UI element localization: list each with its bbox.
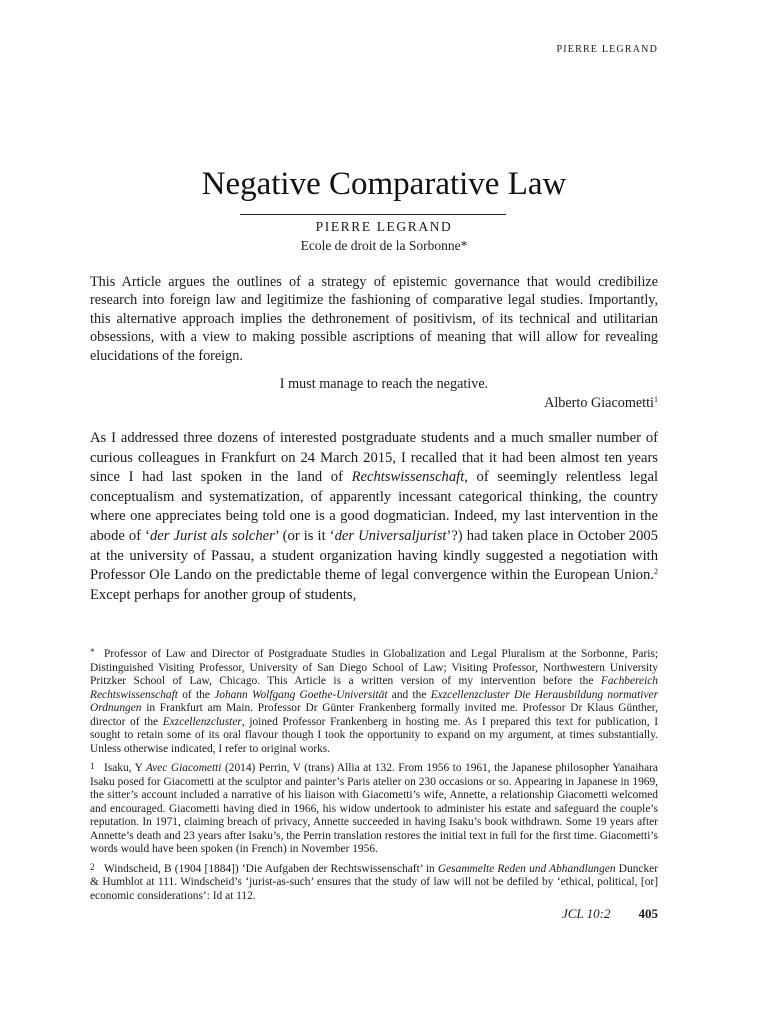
footnote-text: (2014) Perrin, V (trans) Allia at 132. From 1956 to 1961, the Japanese philosopher Yanaihara Isaku posed for Giacometti at the sculptor and painter’s Paris atelier on 230 occasions or so. Appearing in Japanese in 1969, the sitter’s account included a narrative of his liaison with Giacometti’s wife, Annette, a relationship Giacometti welcomed and encouraged. Giacometti having died in 1966, his widow undertook to administer his estate and safeguard the couple’s reputation. In 1971, claiming breach of privacy, Annette succeeded in having Isaku’s book withdrawn. Some 19 years after Annette’s death and 23 years after Isaku’s, the Perrin translation restores the initial text in full for the first time. Giacometti’s words would have been spoken (in French) in November 1956. bbox=[90, 762, 658, 855]
body-paragraph bbox=[90, 429, 658, 605]
footnote-text: Duncker & Humblot at 111. Windscheid’s ‘jurist-as-such’ ensures that the study of law will not be defiled by ‘ethical, political, [or] economic considerations’: Id at 112. bbox=[90, 862, 658, 902]
body-text: Except perhaps for another group of students, bbox=[90, 586, 357, 603]
footnote-ref-1[interactable]: 1 bbox=[654, 395, 658, 404]
author-name: PIERRE LEGRAND bbox=[315, 219, 453, 234]
footnote-italic: Avec Giacometti bbox=[145, 762, 222, 774]
journal-citation: JCL 10:2 bbox=[561, 906, 611, 921]
footnote-text: and the bbox=[387, 688, 431, 701]
title-divider bbox=[240, 214, 506, 215]
body-text: ’ (or is it ‘ bbox=[274, 527, 335, 544]
body-text: , of seemingly relentless legal conceptualism and systematization, of apparently incessant categorical thinking, the country where one appreciates being told one is a good dogmatician. Indeed, my last intervention in the abode of ‘ bbox=[90, 469, 659, 544]
footnote-2: 2 Windscheid, B (1904 [1884]) ‘Die Aufgaben der Rechtswissenschaft’ in Gesammelte Reden und Abhandlungen Duncker & Humblot at 111. Windscheid’s ‘jurist-as-such’ ensures that the study of law will not be defiled by ‘ethical, political, [or] economic considerations’: Id at 112. bbox=[90, 861, 658, 902]
abstract: This Article argues the outlines of a strategy of epistemic governance that would credibilize research into foreign law and legitimize the fashioning of comparative legal studies. Importantly, this alternative approach implies the dethronement of positivism, of its technical and utilitarian obsessions, with a view to making possible ascriptions of meaning that will allow for revealing elucidations of the foreign. bbox=[90, 274, 658, 364]
footnote-text: in Frankfurt am Main. Professor Dr Günter Frankenberg formally invited me. Professor Dr Klaus Günther, director of the bbox=[90, 702, 658, 728]
body-italic: der Jurist als solcher bbox=[149, 527, 275, 544]
page-footer bbox=[562, 906, 658, 922]
body-italic: der Universaljurist bbox=[334, 527, 447, 544]
epigraph-author-name: Alberto Giacometti bbox=[544, 395, 654, 411]
footnote-text: , joined Professor Frankenberg in hosting me. As I prepared this text for publication, I sought to retain some of its oral flavour though I took the opportunity to expand on my argument, at times substantially. Unless otherwise indicated, I refer to original works. bbox=[90, 715, 659, 755]
footnote-text: Professor of Law and Director of Postgraduate Studies in Globalization and Legal Pluralism at the Sorbonne, Paris; Distinguished Visiting Professor, University of San Diego School of Law; Visiting Professor, Northwestern University Pritzker School of Law, Chicago. This Article is a written version of my intervention before the bbox=[90, 648, 658, 687]
footnote-ref-2[interactable]: 2 bbox=[654, 567, 658, 577]
footnote-italic: Fachbereich Rechtswissenschaft bbox=[90, 675, 658, 701]
footnote-italic: Johann Wolfgang Goethe-Universität bbox=[214, 688, 388, 701]
footnote-1: 1 Isaku, Y Avec Giacometti (2014) Perrin, V (trans) Allia at 132. From 1956 to 1961, the Japanese philosopher Yanaihara Isaku posed for Giacometti at the sculptor and painter’s Paris atelier on 230 occasions or so. Appearing in Japanese in 1969, the sitter’s account included a narrative of his liaison with Giacometti’s wife, Annette, a relationship Giacometti welcomed and encouraged. Giacometti having died in 1966, his widow undertook to administer his estate and safeguard the couple’s reputation. In 1971, claiming breach of privacy, Annette succeeded in having Isaku’s book withdrawn. Some 19 years after Annette’s death and 23 years after Isaku’s, the Perrin translation restores the initial text in full for the first time. Giacometti’s words would have been spoken (in French) in November 1956. bbox=[90, 761, 658, 855]
body-text: As I addressed three dozens of interested postgraduate students and a much smaller number of curious colleagues in Frankfurt on 24 March 2015, I recalled that it had been almost ten years since I had last spoken in the land of bbox=[90, 430, 658, 486]
footnote-text: Isaku, Y bbox=[104, 762, 146, 774]
body-text: ’?) had taken place in October 2005 at the university of Passau, a student organization having kindly suggested a negotiation with Professor Ole Lando on the predictable theme of legal convergence within the European Union. bbox=[90, 527, 658, 584]
epigraph-author bbox=[544, 395, 658, 412]
article-title: Negative Comparative Law bbox=[201, 166, 567, 202]
footnotes bbox=[90, 646, 658, 907]
footnote-italic: Gesammelte Reden und Abhandlungen bbox=[437, 862, 616, 875]
body-italic: Rechtswissenschaft bbox=[351, 469, 465, 486]
footnote-italic: Exzcellenzcluster Die Herausbildung normativer Ordnungen bbox=[90, 688, 659, 714]
running-head: PIERRE LEGRAND bbox=[556, 44, 658, 55]
footnote-text: Windscheid, B (1904 [1884]) ‘Die Aufgaben der Rechtswissenschaft’ in bbox=[104, 862, 438, 875]
footnote-text: of the bbox=[177, 688, 215, 701]
epigraph-quote: I must manage to reach the negative. bbox=[279, 376, 489, 392]
footnote-star: * Professor of Law and Director of Postgraduate Studies in Globalization and Legal Pluralism at the Sorbonne, Paris; Distinguished Visiting Professor, University of San Diego School of Law; Visiting Professor, Northwestern University Pritzker School of Law, Chicago. This Article is a written version of my intervention before the Fachbereich Rechtswissenschaft of the Johann Wolfgang Goethe-Universität and the Exzcellenzcluster Die Herausbildung normativer Ordnungen in Frankfurt am Main. Professor Dr Günter Frankenberg formally invited me. Professor Dr Klaus Günther, director of the Exzcellenzcluster, joined Professor Frankenberg in hosting me. As I prepared this text for publication, I sought to retain some of its oral flavour though I took the opportunity to expand on my argument, at times substantially. Unless otherwise indicated, I refer to original works. bbox=[90, 647, 659, 755]
page-number: 405 bbox=[638, 906, 658, 921]
author-affiliation: Ecole de droit de la Sorbonne* bbox=[300, 238, 468, 253]
footnote-italic: Exzcellenzcluster bbox=[162, 715, 242, 728]
